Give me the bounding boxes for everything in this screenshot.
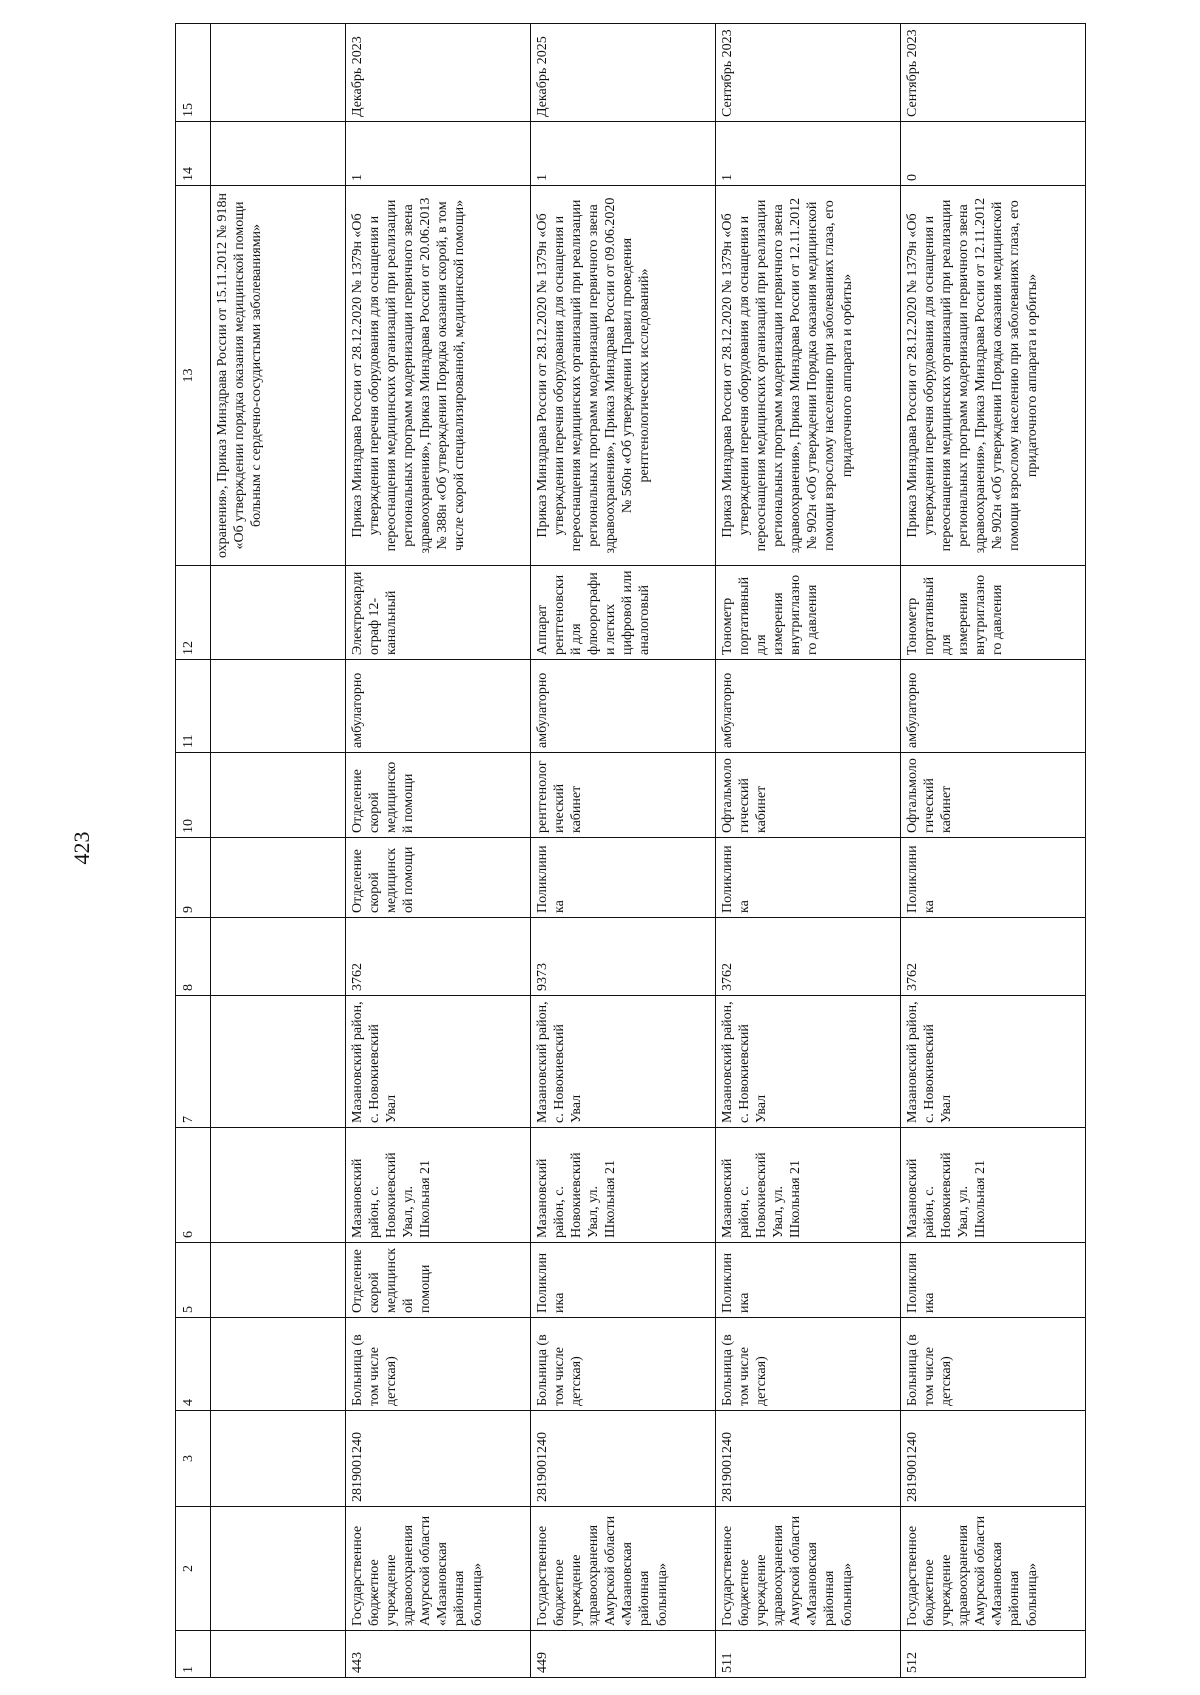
department: Офтальмологический кабинет	[716, 753, 901, 838]
column-number-header	[176, 24, 211, 1678]
subdivision: Отделение скорой медицинской помощи	[346, 838, 531, 918]
col-header-3: 3	[176, 1411, 211, 1507]
legal-basis: Приказ Минздрава России от 28.12.2020 № 1379н «Об утверждении перечня оборудования для оснащения и переоснащения медицинских организаций при реализации региональных программ модернизации первичного звена здравоохранения», Приказ Минздрава России от 12.11.2012 № 902н «Об утверждении Порядка оказания медицинской помощи взрослому населению при заболеваниях глаза, его придаточного аппарата и орбиты»	[901, 186, 1086, 566]
address: Мазановский район, с. Новокиевский Увал, ул. Школьная 21	[716, 1128, 901, 1243]
continuation-legal-basis: охранения», Приказ Минздрава России от 15.11.2012 № 918н «Об утверждении порядка оказания медицинской помощи больным с сердечно-сосудистыми заболеваниями»	[211, 186, 346, 566]
col-header-15: 15	[176, 24, 211, 122]
inn: 2819001240	[531, 1411, 716, 1507]
structural-unit: Поликлиника	[901, 1243, 1086, 1318]
care-form: амбулаторно	[531, 660, 716, 753]
table-row	[901, 24, 1086, 1678]
continuation-row	[211, 24, 346, 1678]
col-header-1: 1	[176, 1631, 211, 1678]
deadline: Декабрь 2023	[346, 24, 531, 122]
table-row	[716, 24, 901, 1678]
deadline: Сентябрь 2023	[716, 24, 901, 122]
row-number: 511	[716, 1631, 901, 1678]
col-header-14: 14	[176, 122, 211, 186]
col-header-2: 2	[176, 1507, 211, 1631]
equipment-name: Тонометр портативный для измерения внутриглазного давления	[901, 566, 1086, 660]
structural-unit: Поликлиника	[716, 1243, 901, 1318]
col-header-10: 10	[176, 753, 211, 838]
settlement: Мазановский район, с. Новокиевский Увал	[346, 996, 531, 1128]
equipment-table	[175, 23, 1086, 1678]
structural-unit: Поликлиника	[531, 1243, 716, 1318]
row-number: 512	[901, 1631, 1086, 1678]
deadline: Декабрь 2025	[531, 24, 716, 122]
table-row	[346, 24, 531, 1678]
address: Мазановский район, с. Новокиевский Увал, ул. Школьная 21	[901, 1128, 1086, 1243]
col-header-9: 9	[176, 838, 211, 918]
col-header-11: 11	[176, 660, 211, 753]
quantity: 1	[346, 122, 531, 186]
inn: 2819001240	[346, 1411, 531, 1507]
care-form: амбулаторно	[901, 660, 1086, 753]
organization-type: Больница (в том числе детская)	[531, 1318, 716, 1411]
address: Мазановский район, с. Новокиевский Увал, ул. Школьная 21	[531, 1128, 716, 1243]
table-row	[531, 24, 716, 1678]
care-form: амбулаторно	[346, 660, 531, 753]
population: 3762	[901, 918, 1086, 996]
structural-unit: Отделение скорой медицинской помощи	[346, 1243, 531, 1318]
row-number: 443	[346, 1631, 531, 1678]
organization-name: Государственное бюджетное учреждение здравоохранения Амурской области «Мазановская районная больница»	[531, 1507, 716, 1631]
subdivision: Поликлиника	[531, 838, 716, 918]
rotated-page-content	[175, 24, 1085, 1678]
equipment-name: Аппарат рентгеновский для флюорографии легких цифровой или аналоговый	[531, 566, 716, 660]
organization-name: Государственное бюджетное учреждение здравоохранения Амурской области «Мазановская районная больница»	[901, 1507, 1086, 1631]
address: Мазановский район, с. Новокиевский Увал, ул. Школьная 21	[346, 1128, 531, 1243]
population: 9373	[531, 918, 716, 996]
inn: 2819001240	[716, 1411, 901, 1507]
quantity: 1	[531, 122, 716, 186]
department: Офтальмологический кабинет	[901, 753, 1086, 838]
legal-basis: Приказ Минздрава России от 28.12.2020 № 1379н «Об утверждении перечня оборудования для оснащения и переоснащения медицинских организаций при реализации региональных программ модернизации первичного звена здравоохранения», Приказ Минздрава России от 12.11.2012 № 902н «Об утверждении Порядка оказания медицинской помощи взрослому населению при заболеваниях глаза, его придаточного аппарата и орбиты»	[716, 186, 901, 566]
department: рентгенологический кабинет	[531, 753, 716, 838]
deadline: Сентябрь 2023	[901, 24, 1086, 122]
population: 3762	[716, 918, 901, 996]
population: 3762	[346, 918, 531, 996]
department: Отделение скорой медицинской помощи	[346, 753, 531, 838]
settlement: Мазановский район, с. Новокиевский Увал	[531, 996, 716, 1128]
col-header-13: 13	[176, 186, 211, 566]
legal-basis: Приказ Минздрава России от 28.12.2020 № 1379н «Об утверждении перечня оборудования для оснащения и переоснащения медицинских организаций при реализации региональных программ модернизации первичного звена здравоохранения», Приказ Минздрава России от 20.06.2013 № 388н «Об утверждении Порядка оказания скорой, в том числе скорой специализированной, медицинской помощи»	[346, 186, 531, 566]
col-header-8: 8	[176, 918, 211, 996]
col-header-4: 4	[176, 1318, 211, 1411]
row-number: 449	[531, 1631, 716, 1678]
col-header-7: 7	[176, 996, 211, 1128]
equipment-name: Тонометр портативный для измерения внутриглазного давления	[716, 566, 901, 660]
col-header-12: 12	[176, 566, 211, 660]
quantity: 0	[901, 122, 1086, 186]
subdivision: Поликлиника	[901, 838, 1086, 918]
organization-type: Больница (в том числе детская)	[901, 1318, 1086, 1411]
quantity: 1	[716, 122, 901, 186]
legal-basis: Приказ Минздрава России от 28.12.2020 № 1379н «Об утверждении перечня оборудования для оснащения и переоснащения медицинских организаций при реализации региональных программ модернизации первичного звена здравоохранения», Приказ Минздрава России от 09.06.2020 № 560н «Об утверждении Правил проведения рентгенологических исследований»	[531, 186, 716, 566]
care-form: амбулаторно	[716, 660, 901, 753]
equipment-name: Электрокардиограф 12-канальный	[346, 566, 531, 660]
col-header-5: 5	[176, 1243, 211, 1318]
organization-name: Государственное бюджетное учреждение здравоохранения Амурской области «Мазановская районная больница»	[346, 1507, 531, 1631]
organization-type: Больница (в том числе детская)	[716, 1318, 901, 1411]
organization-type: Больница (в том числе детская)	[346, 1318, 531, 1411]
settlement: Мазановский район, с. Новокиевский Увал	[901, 996, 1086, 1128]
settlement: Мазановский район, с. Новокиевский Увал	[716, 996, 901, 1128]
subdivision: Поликлиника	[716, 838, 901, 918]
inn: 2819001240	[901, 1411, 1086, 1507]
page-number: 423	[69, 831, 94, 865]
organization-name: Государственное бюджетное учреждение здравоохранения Амурской области «Мазановская районная больница»	[716, 1507, 901, 1631]
col-header-6: 6	[176, 1128, 211, 1243]
